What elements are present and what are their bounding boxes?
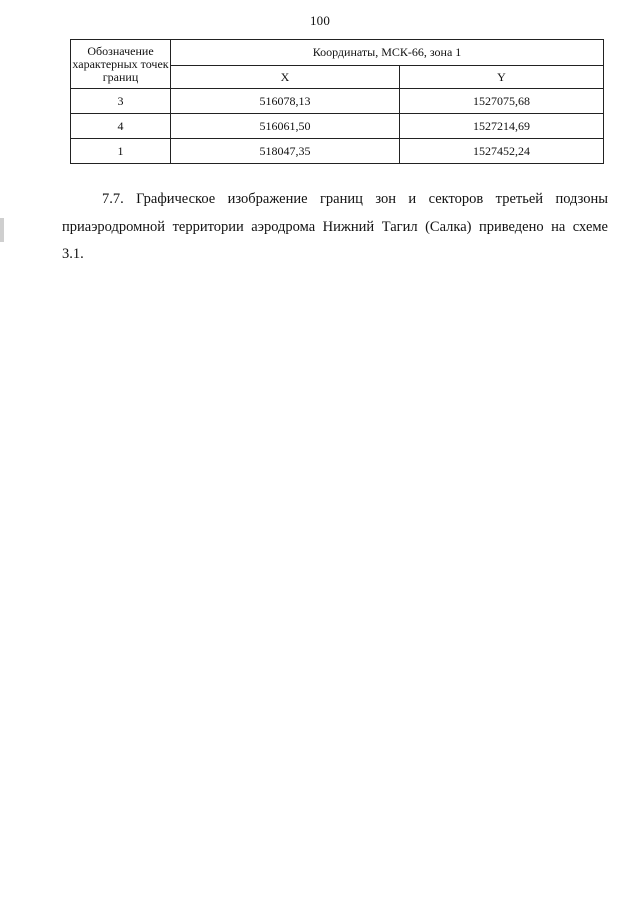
y-value-cell: 1527075,68: [400, 89, 604, 114]
y-value-cell: 1527452,24: [400, 139, 604, 164]
page-number: 100: [309, 13, 331, 28]
x-value-cell: 516061,50: [171, 114, 400, 139]
point-id-cell: 3: [71, 89, 171, 114]
table-header-row: [71, 40, 604, 66]
x-value-cell: 518047,35: [171, 139, 400, 164]
x-value-cell: 516078,13: [171, 89, 400, 114]
scan-edge-mark: [0, 218, 4, 242]
y-value-cell: 1527214,69: [400, 114, 604, 139]
body-paragraph: 7.7. Графическое изображение границ зон и секторов третьей подзоны приаэродромной территории аэродрома Нижний Тагил (Салка) приведено на схеме 3.1.: [62, 191, 608, 262]
table-row: [71, 139, 604, 164]
designation-header: Обозначение характерных точек границ: [71, 40, 171, 89]
point-id-cell: 4: [71, 114, 171, 139]
point-id-cell: 1: [71, 139, 171, 164]
table-row: [71, 89, 604, 114]
coordinates-header: Координаты, МСК-66, зона 1: [171, 40, 604, 66]
y-column-header: Y: [400, 66, 604, 89]
coordinates-table: [70, 39, 604, 164]
x-column-header: X: [171, 66, 400, 89]
table-row: [71, 114, 604, 139]
